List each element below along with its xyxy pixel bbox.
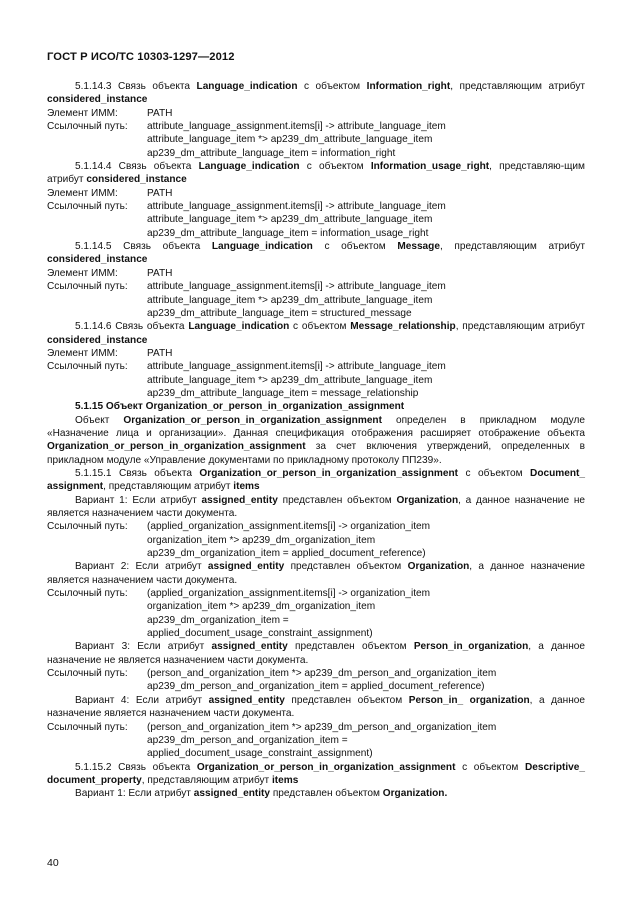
- ref-path-row: Ссылочный путь: attribute_language_assignment.items[i] -> attribute_language_item: [47, 121, 446, 133]
- ref-path-lines: attribute_language_item *> ap239_dm_attribute_language_item ap239_dm_attribute_language_item = message_relationship: [147, 374, 433, 399]
- ref-path-lines: attribute_language_item *> ap239_dm_attribute_language_item ap239_dm_attribute_language_item = information_usage_right: [147, 214, 433, 239]
- ref-path-lines: ap239_dm_person_and_organization_item = applied_document_usage_constraint_assignment): [147, 734, 373, 760]
- section-5-1-14-6: 5.1.14.6 Связь объекта Language_indication с объектом Message_relationship, представляющим атрибут considered_instance: [47, 321, 585, 346]
- section-5-1-15-1: 5.1.15.1 Связь объекта Organization_or_person_in_organization_assignment с объектом Document_ assignment, представляющим атрибут items: [47, 467, 585, 493]
- section-5-1-14-5: 5.1.14.5 Связь объекта Language_indication с объектом Message, представляющим атрибут considered_instance: [47, 241, 585, 266]
- variant-4: Вариант 4: Если атрибут assigned_entity представлен объектом Person_in_ organization, а данное назначение является назначением части документа.: [47, 694, 585, 720]
- ref-path-row: Ссылочный путь: attribute_language_assignment.items[i] -> attribute_language_item: [47, 361, 446, 373]
- section-5-1-15-body: Объект Organization_or_person_in_organization_assignment определен в прикладном модуле «Назначение лица и организации». Данная спецификация отображения расширяет отображение объекта Organization_or_person_in_organization_assignment за счет включения утверждений, определенных в прикладном модуле «Управление документами по прикладному протоколу ПП239».: [47, 414, 585, 466]
- section-5-1-15-heading: 5.1.15 Объект Organization_or_person_in_organization_assignment: [75, 401, 405, 413]
- ref-path-row: Ссылочный путь: (applied_organization_assignment.items[i] -> organization_item: [47, 521, 431, 533]
- ref-path-row: Ссылочный путь: (applied_organization_assignment.items[i] -> organization_item: [47, 588, 431, 600]
- page-header: ГОСТ Р ИСО/ТС 10303-1297—2012: [47, 51, 235, 63]
- variant-1-5-1-15-2: Вариант 1: Если атрибут assigned_entity представлен объектом Organization.: [75, 788, 448, 800]
- ref-path-lines: organization_item *> ap239_dm_organization_item ap239_dm_organization_item = applied_document_usage_constraint_assignment): [147, 601, 376, 640]
- page-content: [47, 80, 585, 801]
- ref-path-row: Ссылочный путь: (person_and_organization_item *> ap239_dm_person_and_organization_item: [47, 668, 497, 680]
- ref-path-lines: organization_item *> ap239_dm_organization_item ap239_dm_organization_item = applied_document_reference): [147, 534, 426, 560]
- page-number: 40: [47, 857, 59, 869]
- variant-1: Вариант 1: Если атрибут assigned_entity представлен объектом Organization, а данное назначение не является назначением части документа.: [47, 494, 586, 519]
- ref-path-lines: attribute_language_item *> ap239_dm_attribute_language_item ap239_dm_attribute_language_item = information_right: [147, 134, 433, 159]
- ref-path-lines: ap239_dm_person_and_organization_item = applied_document_reference): [147, 681, 485, 693]
- element-row: Элемент ИММ: PATH: [47, 267, 173, 279]
- variant-3: Вариант 3: Если атрибут assigned_entity представлен объектом Person_in_organization, а данное назначение не является назначением части документа.: [47, 641, 586, 666]
- ref-path-row: Ссылочный путь: attribute_language_assignment.items[i] -> attribute_language_item: [47, 281, 446, 293]
- ref-path-row: Ссылочный путь: (person_and_organization_item *> ap239_dm_person_and_organization_item: [47, 721, 497, 733]
- section-5-1-14-4: 5.1.14.4 Связь объекта Language_indication с объектом Information_usage_right, представляю-щим атрибут considered_instance: [47, 161, 585, 186]
- variant-2: Вариант 2: Если атрибут assigned_entity представлен объектом Organization, а данное назначение является назначением части документа.: [47, 561, 585, 586]
- section-5-1-15-2: 5.1.15.2 Связь объекта Organization_or_person_in_organization_assignment с объектом Descriptive_ document_property, представляющим атрибут items: [47, 761, 585, 786]
- ref-path-row: Ссылочный путь: attribute_language_assignment.items[i] -> attribute_language_item: [47, 201, 446, 213]
- element-row: Элемент ИММ: PATH: [47, 347, 173, 359]
- element-row: Элемент ИММ: PATH: [47, 107, 173, 119]
- section-5-1-14-3: 5.1.14.3 Связь объекта Language_indication с объектом Information_right, представляющим атрибут considered_instance: [47, 81, 585, 106]
- element-row: Элемент ИММ: PATH: [47, 187, 173, 199]
- ref-path-lines: attribute_language_item *> ap239_dm_attribute_language_item ap239_dm_attribute_language_item = structured_message: [147, 294, 433, 319]
